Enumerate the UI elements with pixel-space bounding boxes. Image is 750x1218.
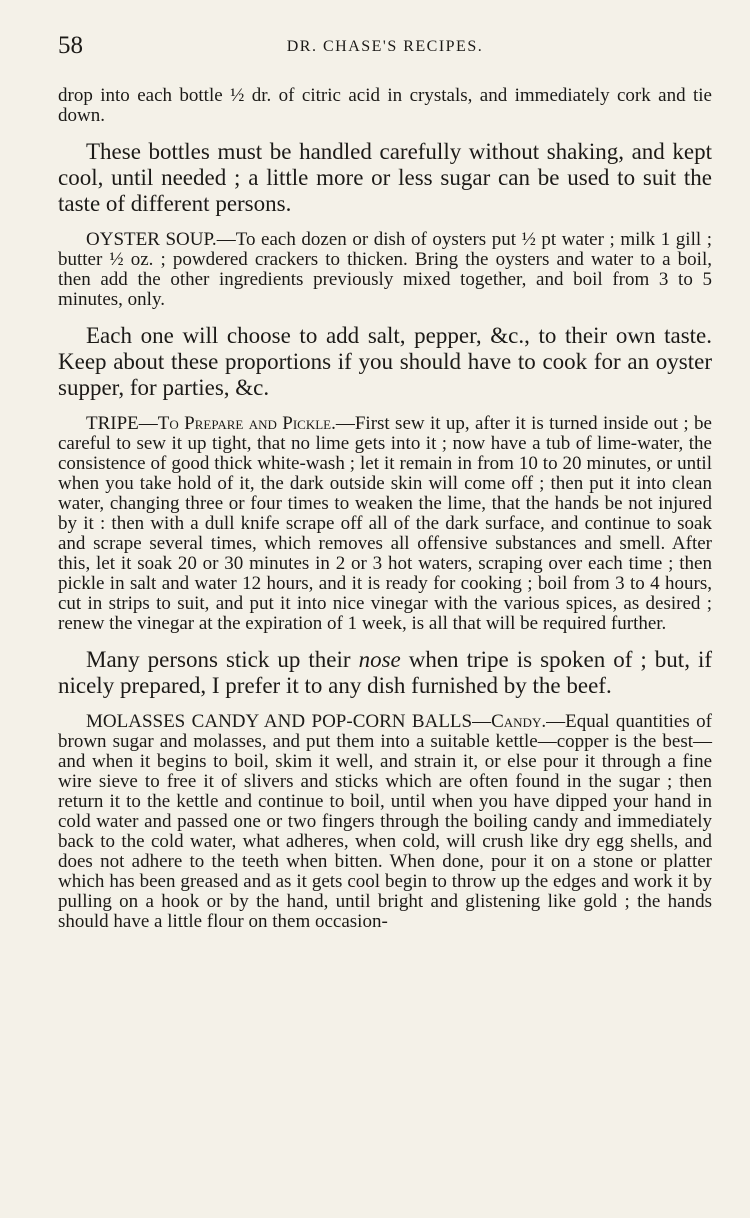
recipe-tripe	[58, 414, 712, 634]
page-number: 58	[58, 32, 83, 59]
recipe-heading: OYSTER SOUP.	[86, 229, 217, 250]
page-body	[58, 86, 712, 932]
page-header	[58, 28, 712, 68]
recipe-text: —Equal quantities of brown sugar and molasses, and put them into a suitable kettle—copper is the best—and when it begins to boil, skim it well, and strain it, or else pour it through a fine wire sieve to free it of slivers and sticks which are often found in the sugar ; then return it to the kettle and continue to boil, until when you have dipped your hand in cold water and passed one or two fingers through the boiling candy and immediately back to the cold water, what adheres, when cold, will crush like dry egg shells, and does not adhere to the teeth when bitten. When done, pour it on a stone or platter which has been greased and as it gets cool begin to throw up the edges and work it by pulling on a hook or by the hand, until bright and glistening like gold ; the hands should have a little flour on them occasion-	[58, 711, 712, 932]
paragraph-text: when tripe is spoken of ; but, if nicely prepared, I prefer it to any dish furnished by the beef.	[58, 647, 712, 698]
paragraph-oyster-note	[58, 323, 712, 401]
running-head: DR. CHASE'S RECIPES.	[286, 38, 484, 55]
paragraph-tripe-note	[58, 647, 712, 699]
paragraph-bottles	[58, 139, 712, 217]
recipe-text: —To each dozen or dish of oysters put ½ pt water ; milk 1 gill ; butter ½ oz. ; powdered crackers to thicken. Bring the oysters and water to a boil, then add the other ingredients previously mixed together, and boil from 3 to 5 minutes, only.	[58, 229, 712, 310]
recipe-subheading: Candy.	[491, 711, 547, 732]
recipe-oyster-soup	[58, 230, 712, 310]
recipe-text: —First sew it up, after it is turned inside out ; be careful to sew it up tight, that no lime gets into it ; now have a tub of lime-water, the consistence of good thick white-wash ; let it remain in from 10 to 20 minutes, or until when you take hold of it, the dark outside skin will come off ; then put it into clean water, changing three or four times to weaken the lime, that the hands be not injured by it : then with a dull knife scrape off all of the dark surface, and continue to soak and scrape several times, which removes all offensive substances and smell. After this, let it soak 20 or 30 minutes in 2 or 3 hot waters, scraping over each time ; then pickle in salt and water 12 hours, and it is ready for cooking ; boil from 3 to 4 hours, cut in strips to suit, and put it into nice vinegar with the various spices, as desired ; renew the vinegar at the expiration of 1 week, is all that will be required further.	[58, 413, 712, 634]
recipe-molasses-candy	[58, 712, 712, 932]
paragraph-text: Each one will choose to add salt, pepper, &c., to their own taste. Keep about these proportions if you should have to cook for an oyster supper, for parties, &c.	[58, 323, 712, 400]
recipe-subheading: To Prepare and Pickle.	[157, 413, 336, 434]
paragraph-text: These bottles must be handled carefully without shaking, and kept cool, until needed ; a little more or less sugar can be used to suit the taste of different persons.	[58, 139, 712, 216]
paragraph-text: Many persons stick up their	[86, 647, 359, 672]
paragraph-text: drop into each bottle ½ dr. of citric acid in crystals, and immediately cork and tie down.	[58, 85, 712, 126]
paragraph-emphasis: nose	[358, 647, 401, 672]
paragraph-citric-acid	[58, 86, 712, 126]
recipe-heading: MOLASSES CANDY AND POP-CORN BALLS—	[86, 711, 492, 732]
recipe-heading: TRIPE—	[86, 413, 158, 434]
